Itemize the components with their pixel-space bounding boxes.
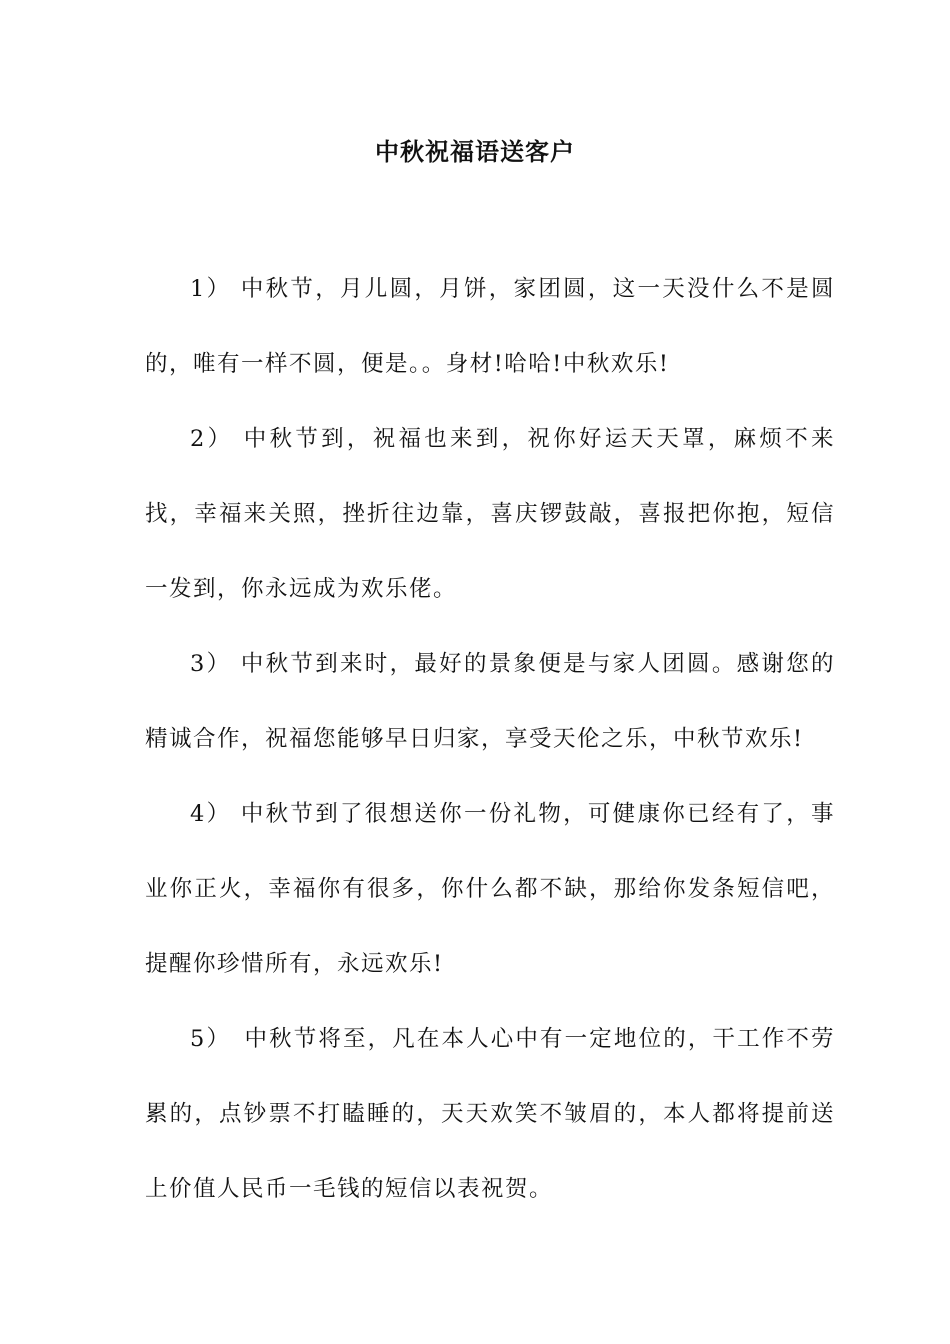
paragraph-2: 2） 中秋节到，祝福也来到，祝你好运天天罩，麻烦不来找，幸福来关照，挫折往边靠，喜庆锣鼓敲，喜报把你抱，短信一发到，你永远成为欢乐佬。 <box>145 426 835 602</box>
document-body <box>145 252 835 1227</box>
paragraph-3: 3） 中秋节到来时，最好的景象便是与家人团圆。感谢您的精诚合作，祝福您能够早日归家，享受天伦之乐，中秋节欢乐! <box>145 651 835 752</box>
paragraph-5: 5） 中秋节将至，凡在本人心中有一定地位的，干工作不劳累的，点钞票不打瞌睡的，天天欢笑不皱眉的，本人都将提前送上价值人民币一毛钱的短信以表祝贺。 <box>145 1026 835 1202</box>
paragraph-1: 1） 中秋节，月儿圆，月饼，家团圆，这一天没什么不是圆的，唯有一样不圆，便是。。身材!哈哈!中秋欢乐! <box>145 276 835 377</box>
document-title: 中秋祝福语送客户 <box>375 137 575 166</box>
paragraph-4: 4） 中秋节到了很想送你一份礼物，可健康你已经有了，事业你正火，幸福你有很多，你什么都不缺，那给你发条短信吧，提醒你珍惜所有，永远欢乐! <box>145 801 835 977</box>
